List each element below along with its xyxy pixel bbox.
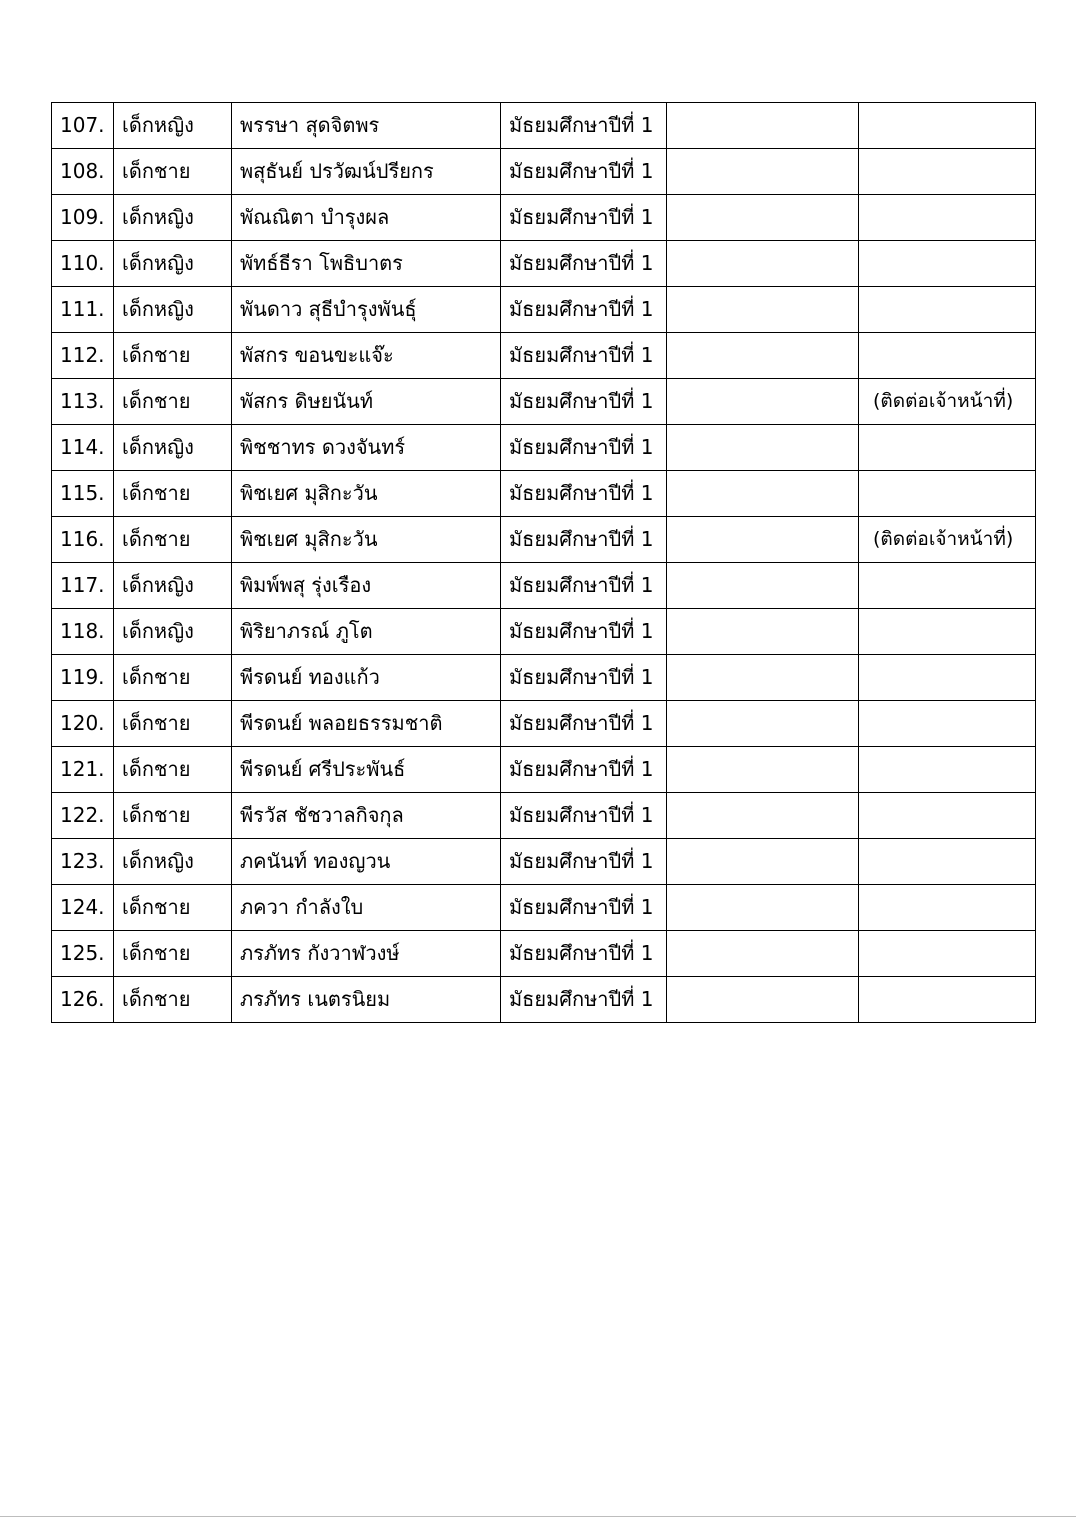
page-bottom-edge: [0, 1516, 1076, 1517]
blank-cell: [667, 977, 859, 1023]
grade-level-cell: มัธยมศึกษาปีที่ 1: [501, 241, 667, 287]
student-name-cell: ภควา กำลังใบ: [232, 885, 501, 931]
row-number-cell: 110.: [52, 241, 114, 287]
note-cell: [859, 793, 1036, 839]
grade-level-cell: มัธยมศึกษาปีที่ 1: [501, 563, 667, 609]
note-cell: [859, 149, 1036, 195]
student-name-cell: พิริยาภรณ์ ภูโต: [232, 609, 501, 655]
blank-cell: [667, 839, 859, 885]
note-cell: [859, 977, 1036, 1023]
blank-cell: [667, 885, 859, 931]
note-cell: [859, 701, 1036, 747]
student-title-cell: เด็กหญิง: [114, 839, 232, 885]
student-title-cell: เด็กชาย: [114, 977, 232, 1023]
row-number-cell: 111.: [52, 287, 114, 333]
row-number-cell: 125.: [52, 931, 114, 977]
grade-level-cell: มัธยมศึกษาปีที่ 1: [501, 195, 667, 241]
student-title-cell: เด็กหญิง: [114, 195, 232, 241]
grade-level-cell: มัธยมศึกษาปีที่ 1: [501, 517, 667, 563]
student-list-table: [51, 102, 1036, 1023]
table-row: [52, 287, 1036, 333]
row-number-cell: 116.: [52, 517, 114, 563]
student-title-cell: เด็กชาย: [114, 379, 232, 425]
blank-cell: [667, 793, 859, 839]
student-title-cell: เด็กชาย: [114, 517, 232, 563]
table-row: [52, 747, 1036, 793]
student-name-cell: พัณณิตา บำรุงผล: [232, 195, 501, 241]
table-row: [52, 931, 1036, 977]
student-title-cell: เด็กชาย: [114, 471, 232, 517]
grade-level-cell: มัธยมศึกษาปีที่ 1: [501, 425, 667, 471]
note-cell: [859, 885, 1036, 931]
note-cell: [859, 655, 1036, 701]
grade-level-cell: มัธยมศึกษาปีที่ 1: [501, 931, 667, 977]
note-cell: [859, 563, 1036, 609]
blank-cell: [667, 701, 859, 747]
student-name-cell: พิชชาทร ดวงจันทร์: [232, 425, 501, 471]
row-number-cell: 108.: [52, 149, 114, 195]
table-row: [52, 609, 1036, 655]
row-number-cell: 126.: [52, 977, 114, 1023]
blank-cell: [667, 931, 859, 977]
table-row: [52, 839, 1036, 885]
note-cell: [859, 839, 1036, 885]
table-row: [52, 471, 1036, 517]
grade-level-cell: มัธยมศึกษาปีที่ 1: [501, 149, 667, 195]
row-number-cell: 113.: [52, 379, 114, 425]
grade-level-cell: มัธยมศึกษาปีที่ 1: [501, 471, 667, 517]
student-title-cell: เด็กชาย: [114, 333, 232, 379]
grade-level-cell: มัธยมศึกษาปีที่ 1: [501, 839, 667, 885]
table-row: [52, 793, 1036, 839]
student-title-cell: เด็กหญิง: [114, 425, 232, 471]
student-name-cell: พันดาว สุธีบำรุงพันธุ์: [232, 287, 501, 333]
blank-cell: [667, 655, 859, 701]
student-name-cell: พีรดนย์ ทองแก้ว: [232, 655, 501, 701]
student-title-cell: เด็กชาย: [114, 931, 232, 977]
table-row: [52, 977, 1036, 1023]
blank-cell: [667, 609, 859, 655]
student-title-cell: เด็กหญิง: [114, 609, 232, 655]
blank-cell: [667, 425, 859, 471]
note-cell: [859, 425, 1036, 471]
blank-cell: [667, 471, 859, 517]
student-title-cell: เด็กหญิง: [114, 563, 232, 609]
student-name-cell: ภคนันท์ ทองญวน: [232, 839, 501, 885]
student-name-cell: พีรดนย์ ศรีประพันธ์: [232, 747, 501, 793]
table-row: [52, 517, 1036, 563]
row-number-cell: 118.: [52, 609, 114, 655]
student-title-cell: เด็กชาย: [114, 655, 232, 701]
student-name-cell: พสุธันย์ ปรวัฒน์ปรียกร: [232, 149, 501, 195]
student-name-cell: พีรวัส ชัชวาลกิจกุล: [232, 793, 501, 839]
student-name-cell: พิชเยศ มุสิกะวัน: [232, 517, 501, 563]
note-cell: [859, 241, 1036, 287]
note-cell: [859, 747, 1036, 793]
table-row: [52, 701, 1036, 747]
blank-cell: [667, 241, 859, 287]
student-name-cell: พัสกร ดิษยนันท์: [232, 379, 501, 425]
grade-level-cell: มัธยมศึกษาปีที่ 1: [501, 287, 667, 333]
note-cell: [859, 103, 1036, 149]
row-number-cell: 115.: [52, 471, 114, 517]
table-row: [52, 655, 1036, 701]
table-row: [52, 103, 1036, 149]
student-list-body: [52, 103, 1036, 1023]
row-number-cell: 112.: [52, 333, 114, 379]
table-row: [52, 195, 1036, 241]
row-number-cell: 123.: [52, 839, 114, 885]
note-cell: [859, 287, 1036, 333]
row-number-cell: 117.: [52, 563, 114, 609]
grade-level-cell: มัธยมศึกษาปีที่ 1: [501, 885, 667, 931]
note-cell: (ติดต่อเจ้าหน้าที่): [859, 379, 1036, 425]
row-number-cell: 109.: [52, 195, 114, 241]
grade-level-cell: มัธยมศึกษาปีที่ 1: [501, 379, 667, 425]
grade-level-cell: มัธยมศึกษาปีที่ 1: [501, 701, 667, 747]
student-name-cell: พีรดนย์ พลอยธรรมชาติ: [232, 701, 501, 747]
table-row: [52, 149, 1036, 195]
student-title-cell: เด็กชาย: [114, 747, 232, 793]
student-name-cell: พัสกร ขอนขะแจ๊ะ: [232, 333, 501, 379]
student-name-cell: พรรษา สุดจิตพร: [232, 103, 501, 149]
grade-level-cell: มัธยมศึกษาปีที่ 1: [501, 793, 667, 839]
blank-cell: [667, 103, 859, 149]
table-row: [52, 563, 1036, 609]
blank-cell: [667, 287, 859, 333]
row-number-cell: 114.: [52, 425, 114, 471]
grade-level-cell: มัธยมศึกษาปีที่ 1: [501, 103, 667, 149]
row-number-cell: 122.: [52, 793, 114, 839]
blank-cell: [667, 747, 859, 793]
student-name-cell: พิมพ์พสุ รุ่งเรือง: [232, 563, 501, 609]
note-cell: [859, 195, 1036, 241]
table-row: [52, 333, 1036, 379]
student-title-cell: เด็กชาย: [114, 885, 232, 931]
table-row: [52, 425, 1036, 471]
student-name-cell: ภรภัทร กังวาฬวงษ์: [232, 931, 501, 977]
blank-cell: [667, 517, 859, 563]
row-number-cell: 107.: [52, 103, 114, 149]
note-cell: [859, 931, 1036, 977]
note-cell: [859, 333, 1036, 379]
row-number-cell: 119.: [52, 655, 114, 701]
row-number-cell: 121.: [52, 747, 114, 793]
student-title-cell: เด็กชาย: [114, 701, 232, 747]
student-name-cell: พัทธ์ธีรา โพธิบาตร: [232, 241, 501, 287]
row-number-cell: 120.: [52, 701, 114, 747]
row-number-cell: 124.: [52, 885, 114, 931]
student-name-cell: ภรภัทร เนตรนิยม: [232, 977, 501, 1023]
grade-level-cell: มัธยมศึกษาปีที่ 1: [501, 333, 667, 379]
table-row: [52, 379, 1036, 425]
student-title-cell: เด็กชาย: [114, 149, 232, 195]
student-title-cell: เด็กหญิง: [114, 287, 232, 333]
student-title-cell: เด็กหญิง: [114, 103, 232, 149]
table-row: [52, 885, 1036, 931]
blank-cell: [667, 195, 859, 241]
grade-level-cell: มัธยมศึกษาปีที่ 1: [501, 655, 667, 701]
note-cell: [859, 609, 1036, 655]
student-name-cell: พิชเยศ มุสิกะวัน: [232, 471, 501, 517]
blank-cell: [667, 149, 859, 195]
note-cell: (ติดต่อเจ้าหน้าที่): [859, 517, 1036, 563]
blank-cell: [667, 379, 859, 425]
blank-cell: [667, 563, 859, 609]
student-title-cell: เด็กหญิง: [114, 241, 232, 287]
grade-level-cell: มัธยมศึกษาปีที่ 1: [501, 747, 667, 793]
note-cell: [859, 471, 1036, 517]
grade-level-cell: มัธยมศึกษาปีที่ 1: [501, 609, 667, 655]
table-row: [52, 241, 1036, 287]
blank-cell: [667, 333, 859, 379]
grade-level-cell: มัธยมศึกษาปีที่ 1: [501, 977, 667, 1023]
student-title-cell: เด็กชาย: [114, 793, 232, 839]
